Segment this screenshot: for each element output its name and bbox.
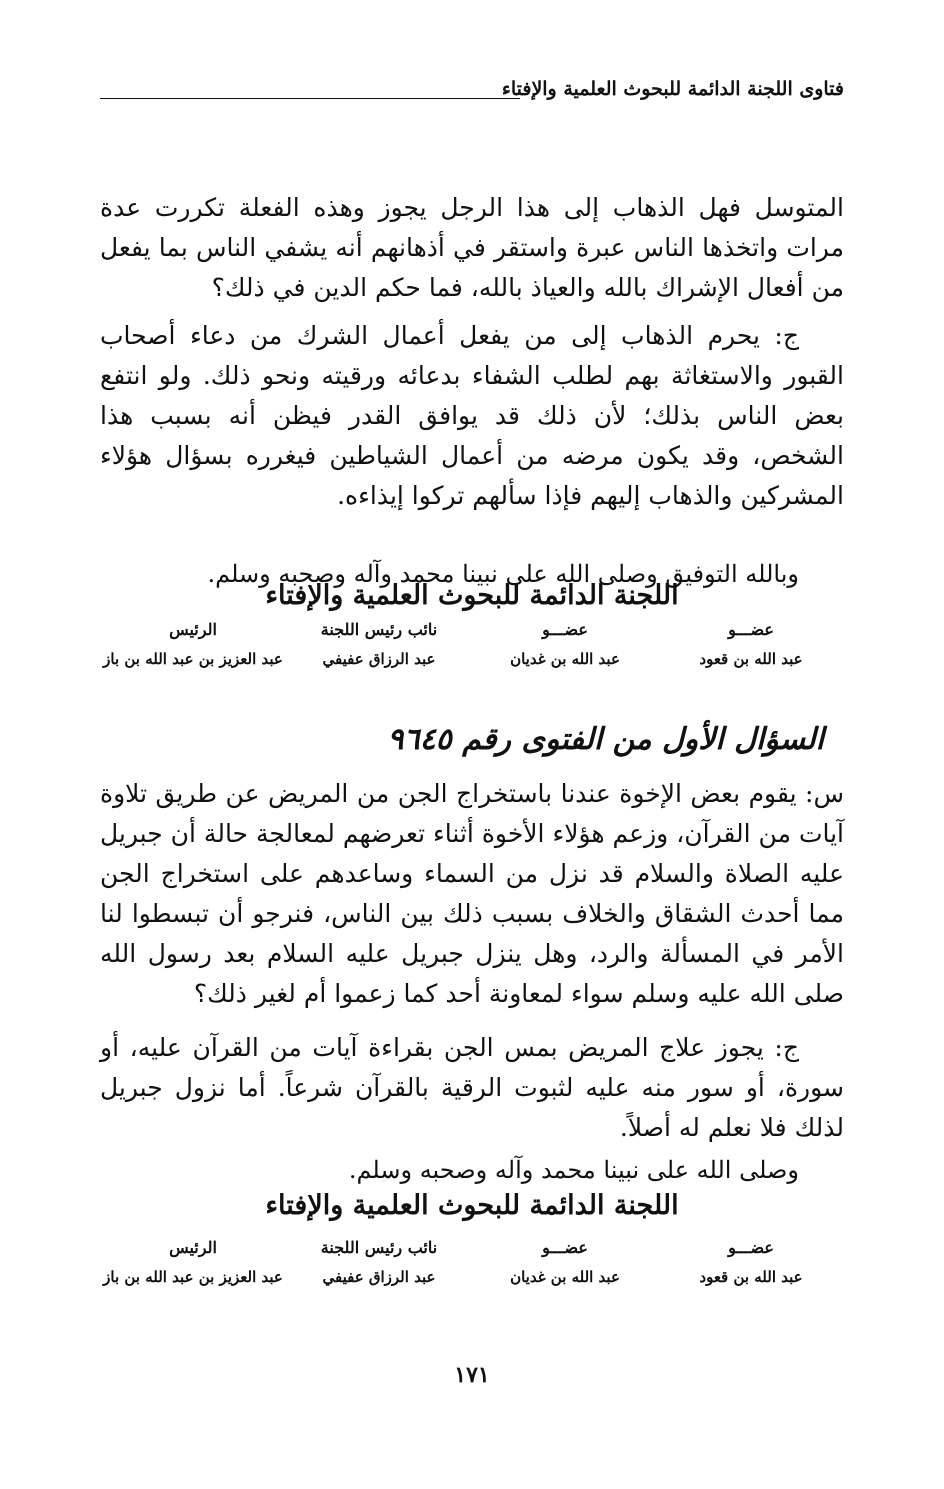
signatory-name: عبد الله بن غديان	[510, 1268, 620, 1286]
signatory-role: عضـــو	[542, 620, 588, 639]
signatory-name: عبد الرزاق عفيفي	[322, 650, 436, 668]
signatory-roles-2	[100, 1238, 844, 1257]
signatory-names-1	[100, 650, 844, 668]
signatory-role: الرئيس	[169, 1238, 217, 1257]
signatory-name: عبد الله بن غديان	[510, 650, 620, 668]
closing-line-1: وبالله التوفيق وصلى الله على نبينا محمد وآله وصحبه وسلم.	[207, 560, 799, 588]
signatory-role: عضـــو	[728, 620, 774, 639]
committee-name-2: اللجنة الدائمة للبحوث العلمية والإفتاء	[265, 1190, 679, 1221]
signatory-role: عضـــو	[728, 1238, 774, 1257]
answer-paragraph-1: ج: يحرم الذهاب إلى من يفعل أعمال الشرك من دعاء أصحاب القبور والاستغاثة بهم لطلب الشفاء بدعائه ورقيته ونحو ذلك. ولو انتفع بعض الناس بذلك؛ لأن ذلك قد يوافق القدر فيظن أنه بسبب هذا الشخص، وقد يكون مرضه من أعمال الشياطين فيغرره بسؤال هؤلاء المشركين والذهاب إليهم فإذا سألهم تركوا إيذاءه.	[100, 321, 844, 510]
committee-name-1: اللجنة الدائمة للبحوث العلمية والإفتاء	[265, 580, 679, 611]
header-rule	[100, 98, 520, 99]
signatory-roles-1	[100, 620, 844, 639]
signatory-role: نائب رئيس اللجنة	[320, 620, 438, 639]
signatory-name: عبد الله بن قعود	[699, 1268, 803, 1286]
signatory-role: عضـــو	[542, 1238, 588, 1257]
signatory-name: عبد العزيز بن عبد الله بن باز	[103, 650, 283, 668]
fatwa-heading: السؤال الأول من الفتوى رقم ٩٦٤٥	[387, 722, 824, 757]
signatory-name: عبد الرزاق عفيفي	[322, 1268, 436, 1286]
closing-line-2: وصلى الله على نبينا محمد وآله وصحبه وسلم.	[348, 1156, 799, 1184]
page-number: ١٧١	[454, 1362, 490, 1388]
question-paragraph: س: يقوم بعض الإخوة عندنا باستخراج الجن من المريض عن طريق تلاوة آيات من القرآن، وزعم هؤلاء الأخوة أثناء تعرضهم لمعالجة حالة أن جبريل عليه الصلاة والسلام قد نزل من السماء وساعدهم على استخراج الجن مما أحدث الشقاق والخلاف بسبب ذلك بين الناس، فنرجو أن تبسطوا لنا الأمر في المسألة والرد، وهل ينزل جبريل عليه السلام بعد رسول الله صلى الله عليه وسلم سواء لمعاونة أحد كما زعموا أم لغير ذلك؟	[100, 779, 844, 1008]
signatory-name: عبد الله بن قعود	[699, 650, 803, 668]
running-header-title: فتاوى اللجنة الدائمة للبحوث العلمية والإفتاء	[501, 78, 844, 100]
question-continuation: المتوسل فهل الذهاب إلى هذا الرجل يجوز وهذه الفعلة تكررت عدة مرات واتخذها الناس عبرة واستقر في أذهانهم أنه يشفي الناس بما يفعل من أفعال الإشراك بالله والعياذ بالله، فما حكم الدين في ذلك؟	[100, 193, 844, 302]
signatory-role: نائب رئيس اللجنة	[320, 1238, 438, 1257]
signatory-role: الرئيس	[169, 620, 217, 639]
signatory-names-2	[100, 1268, 844, 1286]
signatory-name: عبد العزيز بن عبد الله بن باز	[103, 1268, 283, 1286]
answer-paragraph-2: ج: يجوز علاج المريض بمس الجن بقراءة آيات من القرآن عليه، أو سورة، أو سور منه عليه لثبوت الرقية بالقرآن شرعاً. أما نزول جبريل لذلك فلا نعلم له أصلاً.	[100, 1033, 844, 1142]
